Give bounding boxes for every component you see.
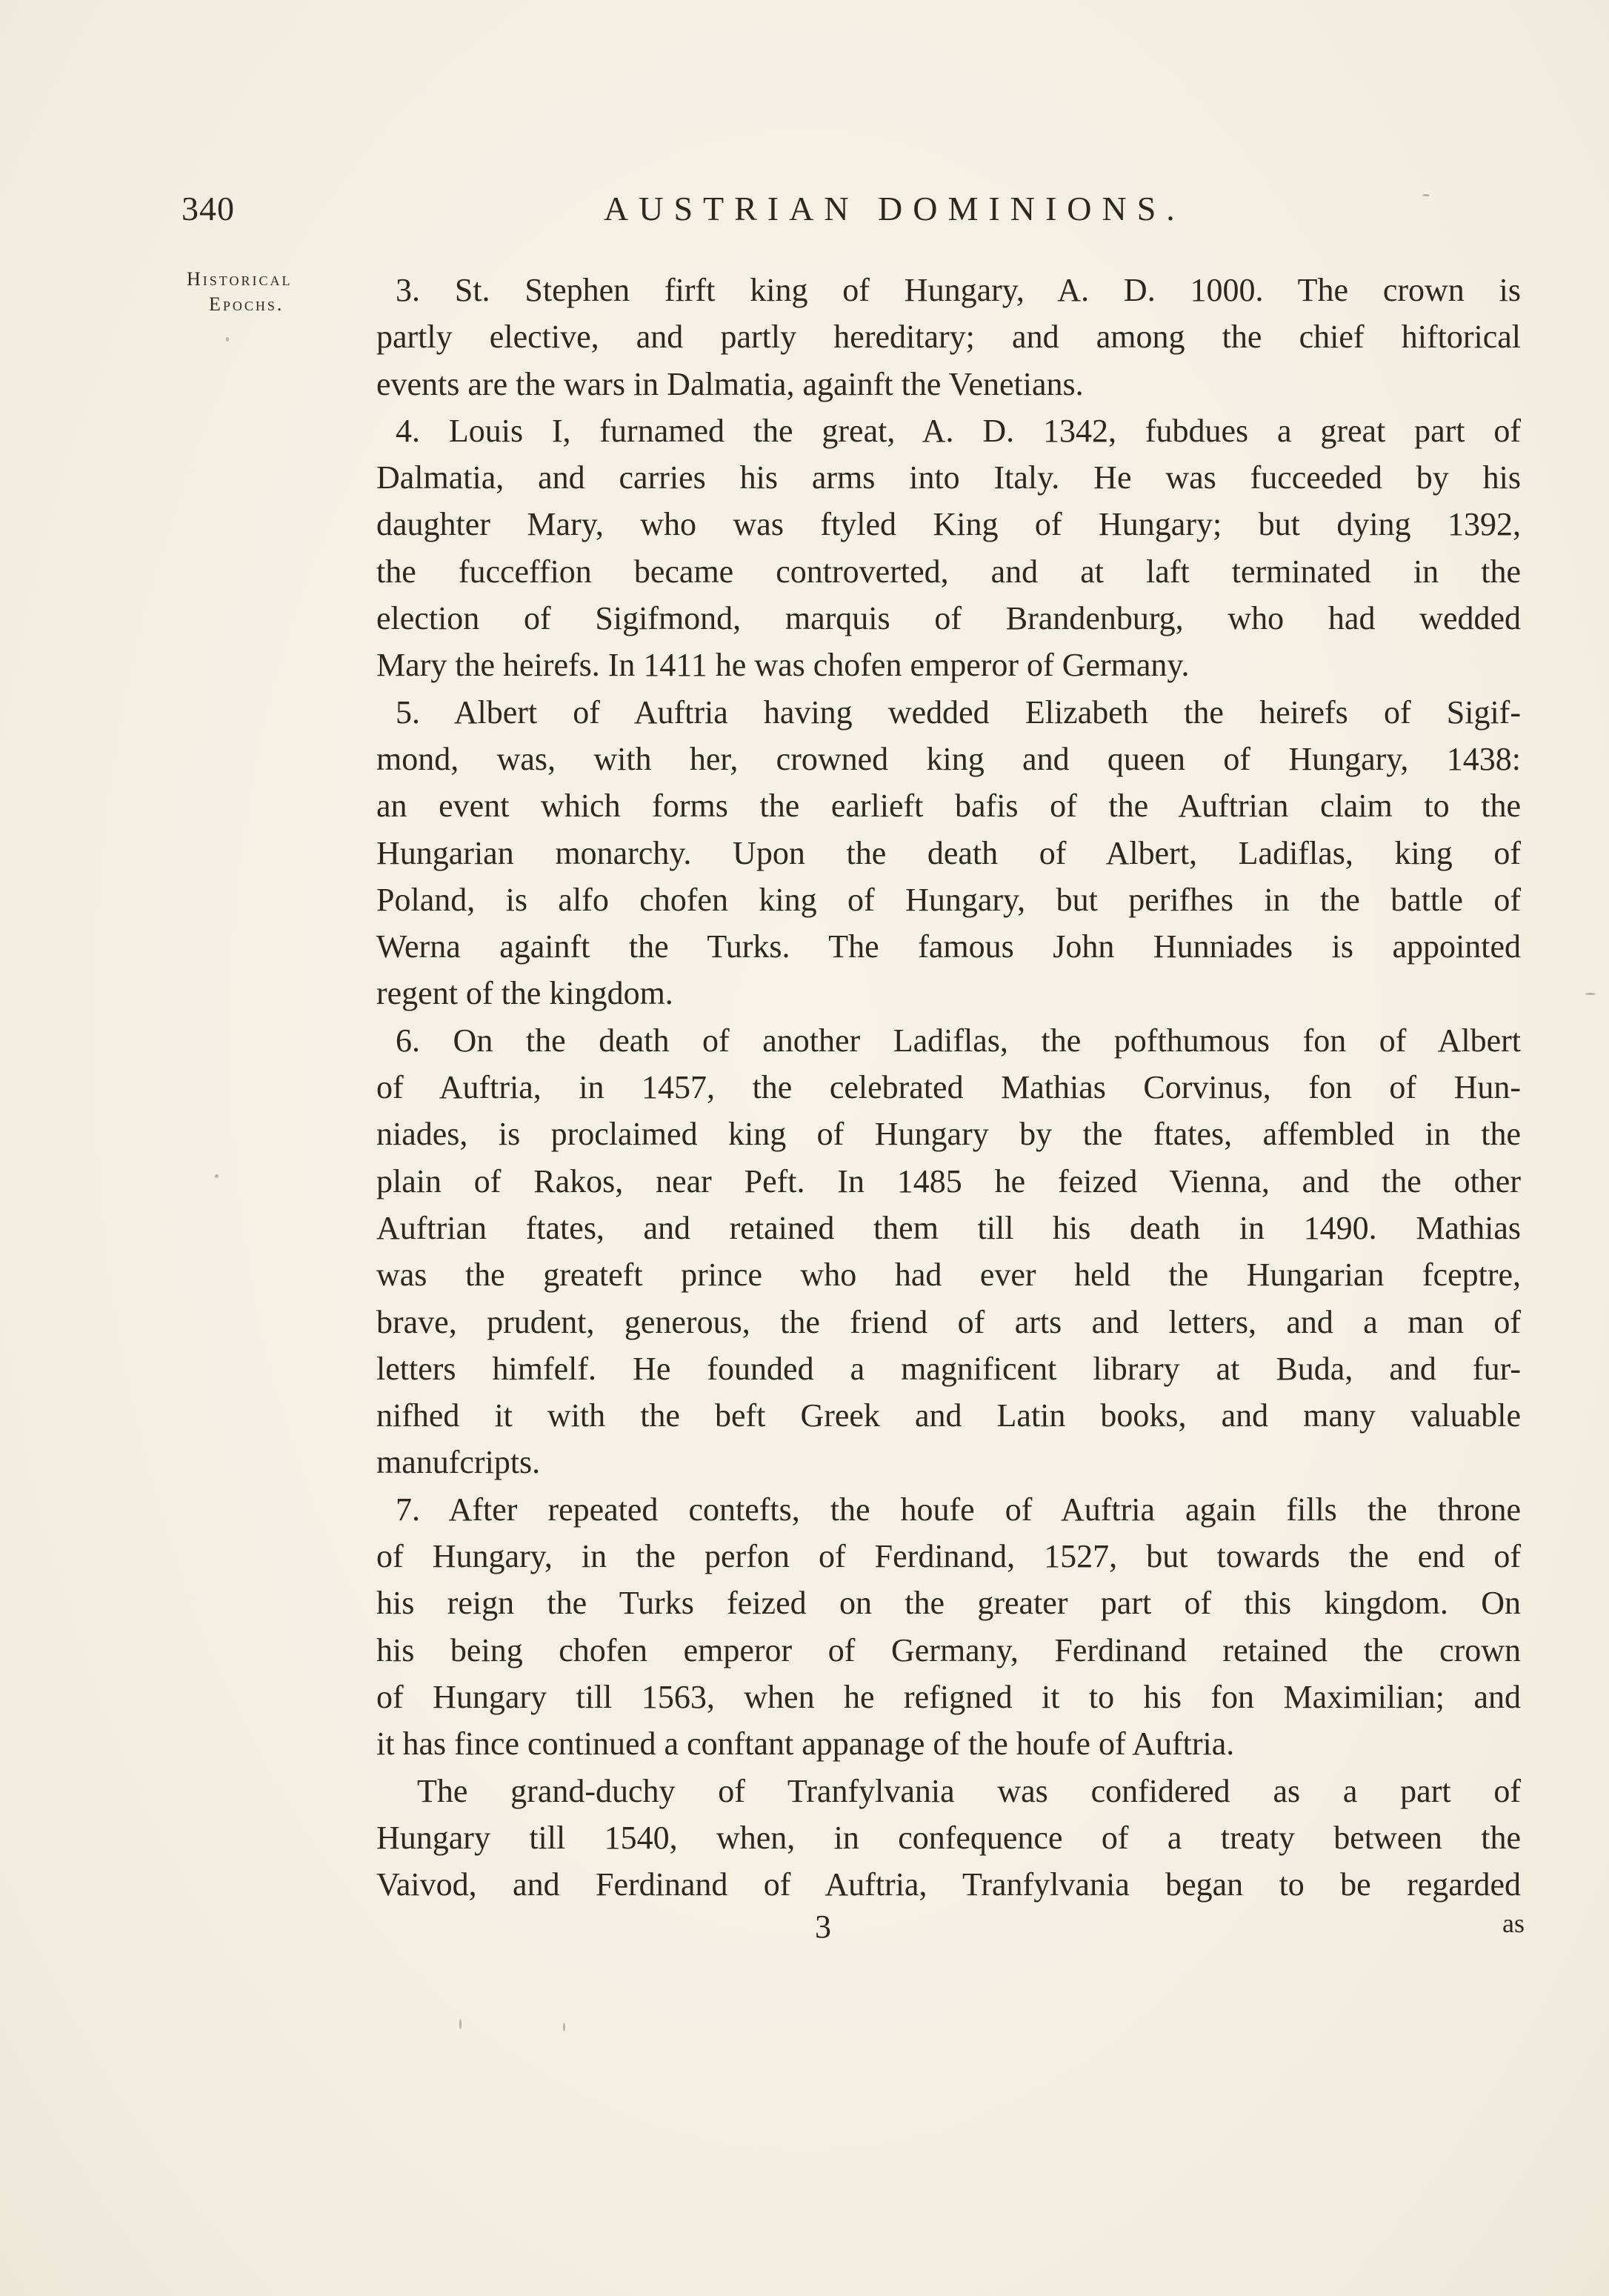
text-line: The grand-duchy of Tranfylvania was confidered as a part of (417, 1772, 1521, 1809)
text-line: Vaivod, and Ferdinand of Auftria, Tranfylvania began to be regarded (376, 1866, 1521, 1903)
text-line: Hungarian monarchy. Upon the death of Albert, Ladiflas, king of (376, 834, 1521, 871)
text-line: partly elective, and partly hereditary; and among the chief hiftorical (376, 319, 1521, 356)
text-line: daughter Mary, who was ftyled King of Hungary; but dying 1392, (376, 506, 1521, 543)
text-line: was the greateft prince who had ever held the Hungarian fceptre, (376, 1257, 1521, 1294)
paragraph-4 (376, 407, 1521, 689)
text-line: mond, was, with her, crowned king and queen of Hungary, 1438: (376, 740, 1521, 777)
paragraph-6 (376, 1017, 1521, 1486)
text-line: 3. St. Stephen firft king of Hungary, A. D. 1000. The crown is (396, 272, 1521, 308)
text-line: the fucceffion became controverted, and at laft terminated in the (376, 553, 1521, 590)
text-line: his being chofen emperor of Germany, Ferdinand retained the crown (376, 1631, 1521, 1668)
text-line: Mary the heirefs. In 1411 he was chofen emperor of Germany. (376, 647, 1190, 684)
text-line: election of Sigifmond, marquis of Brandenburg, who had wedded (376, 600, 1521, 637)
text-line: 4. Louis I, furnamed the great, A. D. 1342, fubdues a great part of (396, 412, 1521, 449)
text-line: Hungary till 1540, when, in confequence of a treaty between the (376, 1819, 1521, 1856)
text-line: of Auftria, in 1457, the celebrated Mathias Corvinus, fon of Hun- (376, 1069, 1521, 1106)
margin-note (187, 267, 364, 317)
paper-speck (226, 337, 229, 342)
paragraph-transylvania (376, 1768, 1521, 1909)
text-line: events are the wars in Dalmatia, againft the Venetians. (376, 365, 1084, 402)
page-footer (0, 1908, 1609, 1952)
text-line: 6. On the death of another Ladiflas, the pofthumous fon of Albert (396, 1022, 1521, 1059)
main-text (376, 267, 1521, 1908)
catchword: as (1502, 1909, 1525, 1938)
margin-note-line-1: Historical (187, 268, 293, 290)
text-line: regent of the kingdom. (376, 975, 673, 1012)
paragraph-7 (376, 1486, 1521, 1768)
paper-speck (459, 2019, 462, 2029)
text-line: letters himfelf. He founded a magnificent library at Buda, and fur- (376, 1350, 1521, 1387)
paragraph-5 (376, 689, 1521, 1017)
text-line: nifhed it with the beft Greek and Latin books, and many valuable (376, 1397, 1521, 1434)
text-line: of Hungary, in the perfon of Ferdinand, 1527, but towards the end of (376, 1538, 1521, 1575)
margin-note-line-2: Epochs. (209, 293, 284, 315)
text-line: it has fince continued a conftant appanage of the houfe of Auftria. (376, 1726, 1235, 1763)
text-line: Werna againft the Turks. The famous John Hunniades is appointed (376, 928, 1521, 965)
signature-mark: 3 (815, 1909, 831, 1945)
text-line: manufcripts. (376, 1444, 541, 1481)
paper-speck (563, 2023, 565, 2032)
page-header (0, 189, 1609, 241)
text-line: brave, prudent, generous, the friend of arts and letters, and a man of (376, 1303, 1521, 1340)
running-head: AUSTRIAN DOMINIONS. (604, 190, 1185, 227)
paper-speck (1422, 194, 1430, 196)
text-line: his reign the Turks feized on the greater part of this kingdom. On (376, 1585, 1521, 1622)
text-line: niades, is proclaimed king of Hungary by the ftates, affembled in the (376, 1116, 1521, 1153)
text-line: of Hungary till 1563, when he refigned it to his fon Maximilian; and (376, 1678, 1521, 1715)
text-line: Poland, is alfo chofen king of Hungary, but perifhes in the battle of (376, 881, 1521, 918)
text-line: Dalmatia, and carries his arms into Italy. He was fucceeded by his (376, 459, 1521, 496)
text-line: 7. After repeated contefts, the houfe of Auftria again fills the throne (396, 1491, 1521, 1528)
text-line: 5. Albert of Auftria having wedded Elizabeth the heirefs of Sigif- (396, 693, 1521, 731)
paper-speck (215, 1174, 219, 1178)
paper-speck (1585, 993, 1596, 995)
text-line: an event which forms the earlieft bafis of the Auftrian claim to the (376, 788, 1521, 825)
paragraph-3 (376, 267, 1521, 407)
page-number: 340 (181, 190, 235, 227)
text-line: Auftrian ftates, and retained them till his death in 1490. Mathias (376, 1209, 1521, 1246)
text-line: plain of Rakos, near Peft. In 1485 he feized Vienna, and the other (376, 1162, 1521, 1199)
